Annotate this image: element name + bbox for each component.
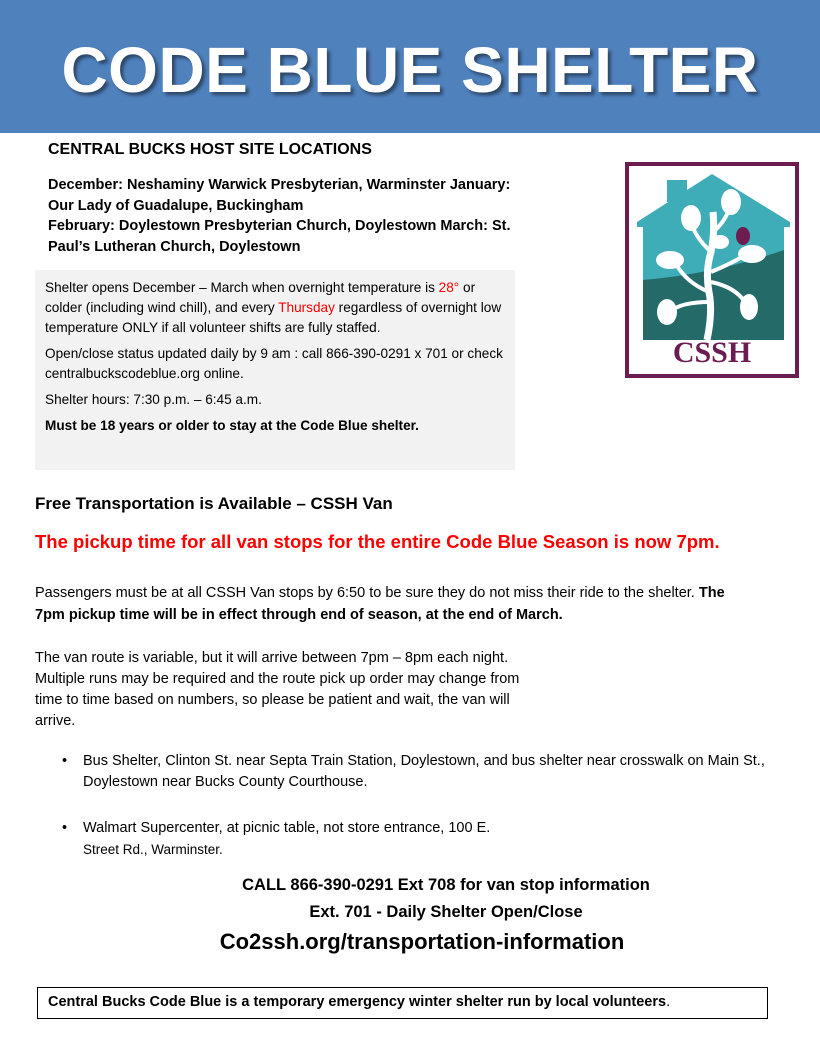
- shelter-hours: Shelter hours: 7:30 p.m. – 6:45 a.m.: [45, 392, 262, 407]
- van-route-info: The van route is variable, but it will arrive between 7pm – 8pm each night. Multiple runs may be required and the route pick up order may change from time to time based on numbers, so please be patient and wait, the van will arrive.: [35, 650, 520, 729]
- list-item: • Walmart Supercenter, at picnic table, not store entrance, 100 E. Street Rd., Warminster.: [62, 820, 491, 857]
- age-requirement: Must be 18 years or older to stay at the Code Blue shelter.: [45, 418, 419, 433]
- transportation-heading: Free Transportation is Available – CSSH Van: [35, 494, 393, 513]
- host-sites-list: [48, 175, 548, 257]
- status-info: Open/close status updated daily by 9 am : call 866-390-0291 x 701 or check centralbuckscodeblue.org online.: [45, 346, 503, 381]
- bullet-icon: •: [62, 753, 68, 769]
- title-banner: [0, 0, 820, 133]
- host-site-line: Paul’s Lutheran Church, Doylestown: [48, 238, 301, 255]
- page-title: CODE BLUE SHELTER: [61, 34, 759, 106]
- bullet-icon: •: [62, 820, 68, 836]
- host-site-line: December: Neshaminy Warwick Presbyterian, Warminster January:: [48, 177, 511, 193]
- temperature-highlight: 28°: [438, 280, 460, 295]
- van-stops-list: [62, 751, 772, 885]
- van-stop-phone: CALL 866-390-0291 Ext 708 for van stop information: [242, 876, 650, 894]
- transportation-website-link[interactable]: Co2ssh.org/transportation-information: [219, 929, 625, 954]
- shelter-info-box: [35, 270, 515, 470]
- day-highlight: Thursday: [278, 300, 335, 315]
- footer-notice: Central Bucks Code Blue is a temporary emergency winter shelter run by local volunteers.: [37, 987, 768, 1019]
- opening-conditions: Shelter opens December – March when overnight temperature is 28° or colder (including wind chill), and every Thursday regardless of overnight low temperature ONLY if all volunteer shifts are fully staffed.: [45, 280, 502, 335]
- host-site-line: February: Doylestown Presbyterian Church, Doylestown March: St.: [48, 218, 511, 234]
- open-close-extension: Ext. 701 - Daily Shelter Open/Close: [309, 903, 583, 921]
- list-item: • Bus Shelter, Clinton St. near Septa Train Station, Doylestown, and bus shelter near crosswalk on Main St., Doylestown near Bucks County Courthouse.: [62, 753, 765, 790]
- passenger-instructions: Passengers must be at all CSSH Van stops by 6:50 to be sure they do not miss their ride to the shelter. The 7pm pickup time will be in effect through end of season, at the end of March.: [35, 585, 725, 623]
- host-site-line: Our Lady of Guadalupe, Buckingham: [48, 197, 304, 214]
- logo-text: CSSH: [672, 336, 752, 369]
- pickup-time-notice: The pickup time for all van stops for the entire Code Blue Season is now 7pm.: [35, 531, 720, 552]
- host-sites-heading: CENTRAL BUCKS HOST SITE LOCATIONS: [48, 141, 372, 158]
- cssh-logo: [625, 162, 799, 378]
